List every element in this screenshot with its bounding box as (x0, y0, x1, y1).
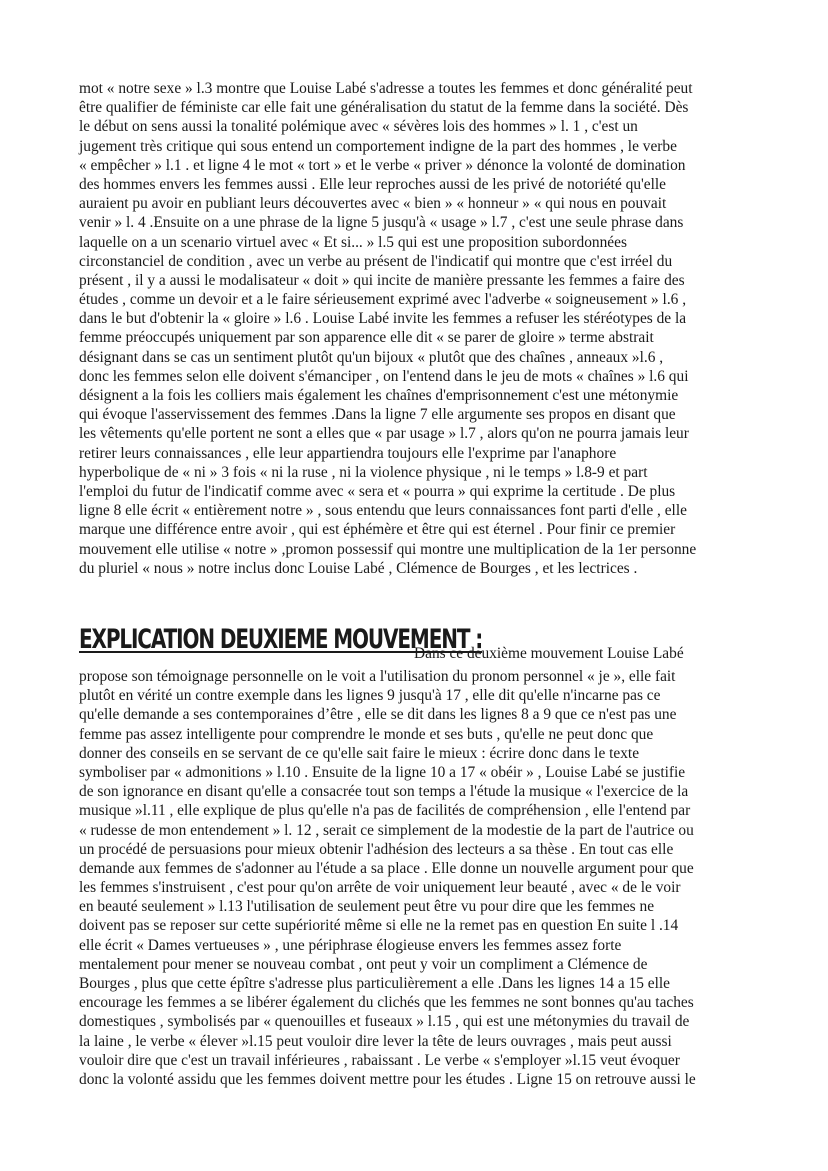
text-line: musique »l.11 , elle explique de plus qu'elle n'a pas de facilités de compréhension , elle l'entend par (79, 802, 691, 820)
text-line: marque une différence entre avoir , qui est éphémère et être qui est éternel . Pour finir ce premier (79, 521, 676, 539)
text-line: de son ignorance en disant qu'elle a consacrée tout son temps a l'étude la musique « l'exercice de la (79, 783, 689, 801)
heading-trailing-text: Dans ce deuxième mouvement Louise Labé (414, 645, 684, 662)
text-line: études , comme un devoir et a le faire sérieusement exprimé avec l'adverbe « soigneusement » l.6 , (79, 291, 687, 309)
text-line: encourage les femmes a se libérer également du clichés que les femmes ne sont bonnes qu'au taches (79, 994, 694, 1012)
text-line: domestiques , symbolisés par « quenouilles et fuseaux » l.15 , qui est une métonymies du travail de (79, 1013, 690, 1031)
text-line: mouvement elle utilise « notre » ,promon possessif qui montre une multiplication de la 1er personne (79, 540, 697, 558)
section-heading: EXPLICATION DEUXIEME MOUVEMENT : (79, 624, 483, 655)
text-line: propose son témoignage personnelle on le voit a l'utilisation du pronom personnel « je », elle fait (79, 668, 676, 685)
text-line: la laine , le verbe « élever »l.15 peut vouloir dire lever la tête de leurs ouvrages , mais peut aussi (79, 1032, 672, 1050)
text-line: les femmes s'instruisent , c'est pour qu'on arrête de voir uniquement leur beauté , avec « de le voir (79, 879, 681, 897)
text-line: « rudesse de mon entendement » l. 12 , serait ce simplement de la modestie de la part de l'autrice ou (79, 821, 694, 839)
paragraph-second-movement (79, 667, 749, 1089)
section-heading-line (79, 624, 684, 664)
text-line: désignant dans se cas un sentiment plutôt qu'un bijoux « plutôt que des chaînes , anneaux »l.6 , (79, 348, 664, 366)
text-line: plutôt en vérité un contre exemple dans les lignes 9 jusqu'à 17 , elle dit qu'elle n'incarne pas ce (79, 687, 661, 705)
text-line: elle écrit « Dames vertueuses » , une périphrase élogieuse envers les femmes assez forte (79, 936, 622, 954)
text-line: femme pas assez intelligente pour comprendre le monde et ses buts , qu'elle ne peut donc que (79, 725, 654, 743)
text-line: être qualifier de féministe car elle fait une généralisation du statut de la femme dans la société. Dès (79, 99, 689, 117)
text-line: auraient pu avoir en publiant leurs découvertes avec « bien » « honneur » « qui nous en pouvait (79, 195, 667, 213)
text-line: des hommes envers les femmes aussi . Elle leur reproches aussi de les privé de notoriété qu'elle (79, 175, 667, 193)
text-line: donc la volonté assidu que les femmes doivent mettre pour les études . Ligne 15 on retrouve aussi le (79, 1070, 696, 1088)
text-line: Bourges , plus que cette épître s'adresse plus particulièrement a elle .Dans les lignes 14 a 15 elle (79, 975, 670, 992)
text-line: mentalement pour mener se nouveau combat , ont peut y voir un compliment a Clémence de (79, 955, 648, 973)
text-line: circonstanciel de condition , avec un verbe au présent de l'indicatif qui montre que c'est irréel du (79, 252, 673, 270)
text-line: hyperbolique de « ni » 3 fois « ni la ruse , ni la violence physique , ni le temps » l.8-9 et part (79, 463, 648, 481)
text-line: un procédé de persuasions pour mieux obtenir l'adhésion des lecteurs a sa thèse . En tout cas elle (79, 840, 674, 858)
text-line: venir » l. 4 .Ensuite on a une phrase de la ligne 5 jusqu'à « usage » l.7 , c'est une seule phrase dans (79, 214, 684, 232)
text-line: demande aux femmes de s'adonner au l'étude a sa place . Elle donne un nouvelle argument pour que (79, 859, 694, 877)
text-line: symboliser par « admonitions » l.10 . Ensuite de la ligne 10 a 17 « obéir » , Louise Labé se justifie (79, 763, 686, 781)
text-line: laquelle on a un scenario virtuel avec « Et si... » l.5 qui est une proposition subordonnées (79, 233, 627, 251)
text-line: mot « notre sexe » l.3 montre que Louise Labé s'adresse a toutes les femmes et donc généralité peut (79, 80, 693, 97)
text-line: les vêtements qu'elle portent ne sont a elles que « par usage » l.7 , alors qu'on ne pourra jamais leur (79, 425, 689, 443)
text-line: qu'elle demande a ses contemporaines d’être , elle se dit dans les lignes 8 a 9 que ce n'est pas une (79, 706, 677, 724)
paragraph-first-movement (79, 79, 749, 578)
text-line: désignent a la fois les colliers mais également les chaînes d'emprisonnement c'est une métonymie (79, 387, 679, 404)
text-line: ligne 8 elle écrit « entièrement notre » , sous entendu que leurs connaissances font parti d'elle , elle (79, 502, 687, 520)
text-line: dans le but d'obtenir la « gloire » l.6 . Louise Labé invite les femmes a refuser les stéréotypes de la (79, 310, 687, 328)
text-line: donner des conseils en se servant de ce qu'elle sait faire le mieux : écrire donc dans le texte (79, 744, 640, 762)
text-line: « empêcher » l.1 . et ligne 4 le mot « tort » et le verbe « priver » dénonce la volonté de domination (79, 156, 686, 174)
text-line: donc les femmes selon elle doivent s'émanciper , on l'entend dans le jeu de mots « chaînes » l.6 qui (79, 367, 689, 385)
text-line: retirer leurs connaissances , elle leur appartiendra toujours elle l'exprime par l'anaphore (79, 444, 617, 462)
text-line: en beauté seulement » l.13 l'utilisation de seulement peut être vu pour dire que les femmes ne (79, 898, 655, 916)
text-line: femme préoccupés uniquement par son apparence elle dit « se parer de gloire » terme abstrait (79, 329, 654, 347)
text-line: du pluriel « nous » notre inclus donc Louise Labé , Clémence de Bourges , et les lectrices . (79, 559, 638, 577)
text-line: jugement très critique qui sous entend un comportement indigne de la part des hommes , le verbe (79, 137, 677, 155)
text-line: vouloir dire que c'est un travail inférieures , rabaissant . Le verbe « s'employer »l.15 veut évoquer (79, 1051, 680, 1069)
text-line: qui évoque l'asservissement des femmes .Dans la ligne 7 elle argumente ses propos en disant que (79, 406, 676, 424)
text-line: doivent pas se reposer sur cette supériorité même si elle ne la remet pas en question En suite l .14 (79, 917, 679, 935)
text-line: l'emploi du futur de l'indicatif comme avec « sera et « pourra » qui exprime la certitude . De plus (79, 482, 676, 500)
text-line: le début on sens aussi la tonalité polémique avec « sévères lois des hommes » l. 1 , c'est un (79, 118, 638, 136)
text-line: présent , il y a aussi le modalisateur « doit » qui incite de manière pressante les femmes a faire des (79, 271, 685, 289)
